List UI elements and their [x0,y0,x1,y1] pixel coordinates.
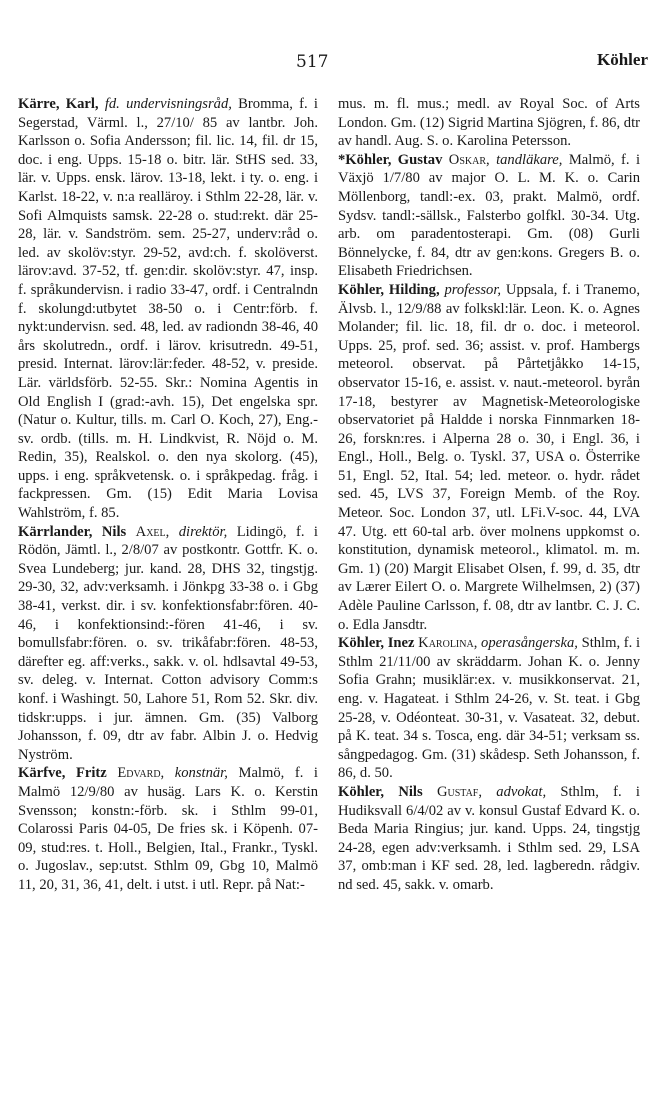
entry-given: Edvard, [117,765,165,782]
entry-name: Köhler, Nils [338,783,423,800]
entry [18,95,318,523]
entry-text: Malmö, f. i Växjö 1/7/80 av major O. L. M. K. o. Carin Möllenborg, tandl:-ex. 03, prakt. Malmö, ordf. Sydsv. tandl:-sällsk., Falsterbo golfkl. 30-34. Utg. arb. om paradentosterapi. Gm. (08) Gurli Bönnelycke, f. 84, dtr av gen:kons. Gregers B. o. Elisabeth Friedrichsen. [338,151,640,280]
entry-title: fd. undervisningsråd, [104,96,232,112]
entry-name: Kärre, Karl, [18,96,99,112]
entry [338,95,640,151]
entry-title: advokat, [496,783,547,800]
entry-name: Köhler, Hilding, [338,281,440,298]
entry-given: Axel, [135,523,170,540]
entry [18,764,318,894]
entry-text: Uppsala, f. i Tranemo, Älvsb. l., 12/9/88 av folkskl:lär. Leon. K. o. Agnes Molander; fil. lic. 18, fil. dr o. doc. i meteorol. Upps. 25, prof. sed. 36; assist. v. prof. Hambergs meteorol. observat. på Pårtetjåkko 14-15, observator 15-16, e. assist. v. naut.-meteorol. byrån 17-18, bestyrer av Magnetisk-Meteorologiske observatoriet på Haldde i norska Finnmarken 18-26, forskn:res. i Alperna 28 o. 30, i Engl. 36, i Engl., Holl., Belg. o. Tyskl. 37, USA o. Österrike 51, Engl. 52, Ital. 54; led. meteor. o. hydr. rådet sed. 45, LVS 37, Foreign Memb. of the Roy. Meteor. Soc. London 37, utl. LFi.V-soc. 44, LVA 47. Utg. ett 60-tal arb. över molnens uppkomst o. konstitution, dynamisk meteorol., klimatol. m. m. Gm. 1) (20) Margit Elisabet Olsen, f. 99, d. 35, dtr av Lærer Eilert O. o. Margrete Wilhelmsen, 2) (37) Adèle Pauline Carlsson, f. 08, dtr av lantbr. C. J. C. o. Edla Jansdtr. [338,281,640,633]
entry-title: konstnär, [174,765,228,782]
entry-text: mus. m. fl. mus.; medl. av Royal Soc. of Arts London. Gm. (12) Sigrid Martina Sjögren, f. 86, dtr av handl. Aug. S. o. Karolina Petersson. [338,96,640,150]
entry [338,151,640,281]
right-column [338,95,640,895]
entry [338,281,640,634]
page-number: 517 [296,52,329,72]
entry-name: *Köhler, Gustav [338,151,443,168]
entry-text: Lidingö, f. i Rödön, Jämtl. l., 2/8/07 av postkontr. Gottfr. K. o. Svea Lundeberg; jur. kand. 28, DHS 32, tingstjg. 29-30, 32, adv:verksamh. i Jönkpg 33-38 o. i Gbg 38-41, verkst. dir. i sv. konfektionsfabr:fören. 40-46, i konfektionsind:-fören 41-46, i sv. bomullsfabr:fören. o. sv. trikåfabr:fören. 48-53, därefter eg. aff:verks., sakk. v. ol. hdlsavtal 49-53, sv. deleg. v. Internat. Cotton advisory Comm:s konf. i Washingt. 50, Lahore 51, Rom 52. Skr. div. tidskr:upps. i jur. ämnen. Gm. (35) Valborg Johansson, f. 09, dtr av fabr. Albin J. o. Hedvig Nyström. [18,523,318,763]
entry-given: Karolina, [418,635,478,652]
entry [18,523,318,765]
entry-title: direktör, [178,523,228,540]
entry-text: Sthlm, f. i Hudiksvall 6/4/02 av v. konsul Gustaf Edvard K. o. Beda Maria Ringius; jur. kand. Upps. 24, tingstjg 24-28, egen adv:verksamh. i Sthlm sed. 29, LSA 37, omb:man i KF sed. 28, led. lagberedn. rådgiv. nd sed. 45, sakk. v. omarb. [338,783,640,893]
entry-name: Kärfve, Fritz [18,765,107,782]
entry-title: operasångerska, [481,635,578,652]
entry-title: professor, [444,281,502,298]
entry-text: Bromma, f. i Segerstad, Värml. l., 27/10/ 85 av lantbr. Joh. Karlsson o. Sofia Andersson; fil. lic. 14, fil. dr 15, doc. i eng. Upps. 15-18 o. bitr. lär. StHS sed. 33, lär. v. Upps. ensk. lärov. 13-18, lekt. i ty. o. eng. i Karlst. 18-22, v. n:a realläroy. i Sthlm 22-28, lär. v. Sofi Almquists samsk. 22-28 o. stud:rekt. där 25-28, lär. v. Sandström. sem. 25-27, underv:råd o. led. av skolöv:styr. 29-52, avd:ch. f. skolöverst. lärov:avd. 37-52, tf. gen:dir. skolöv:styr. 47, insp. f. språkundervisn. i radio 33-47, ordf. i Centralndn f. skolungd:utbytet 38-50 o. i Centr:förb. f. nykt:undervisn. sed. 48, led. av radiondn 38-46, 40 års skolutredn., ordf. i lärov. krisutredn. 49-51, presid. Internat. lärov:lär:feder. 48-52, v. preside. Lär. världsförb. 52-55. Skr.: Nomina Agentis in Old English I (grad:-avh. 15), Det engelska spr. (Natur o. Kultur, tills. m. Carl O. Koch, 27), Eng.-sv. ordb. (tills. m. H. Lindkvist, R. Nöjd o. M. Redin, 35), Realskol. o. den nya skolorg. (45), upps. i eng. språkvetensk. o. i språkpedag. fråg. i fackpressen. Gm. (15) Edit Maria Lovisa Wahlström, f. 85. [18,96,318,522]
entry [338,634,640,783]
entry [338,783,640,895]
left-column [18,95,318,895]
entry-name: Köhler, Inez [338,635,415,652]
running-head: Köhler [597,50,648,69]
entry-given: Gustaf, [436,783,482,800]
entry-given: Oskar, [448,151,490,168]
entry-text: Malmö, f. i Malmö 12/9/80 av husäg. Lars K. o. Kerstin Svensson; konstn:-förb. sk. i Sthlm 99-01, Colarossi Paris 04-05, De fries sk. i Köpenh. 07-09, stud:res. t. Holl., Belgien, Ital., Frankr., Tyskl. o. Jugoslav., sep:utst. Sthlm 09, Gbg 10, Malmö 11, 20, 31, 36, 41, delt. i utst. i utl. Repr. på Nat:- [18,765,318,893]
entry-text: Sthlm, f. i Sthlm 21/11/00 av skräddarm. Johan K. o. Jenny Sofia Grahn; musiklär:ex. v. musikkonservat. 21, eng. v. Hagateat. i Sthlm 24-26, v. St. teat. i Gbg 25-28, v. Odéonteat. 30-31, v. Vasateat. 32, debut. på K. teat. 34 s. Tosca, eng. där 34-51; verksam ss. sångpedagog. Gm. (31) skådesp. Seth Johansson, f. 86, d. 50. [338,635,641,782]
entry-title: tandläkare, [496,151,563,168]
entry-name: Kärrlander, Nils [18,523,127,540]
